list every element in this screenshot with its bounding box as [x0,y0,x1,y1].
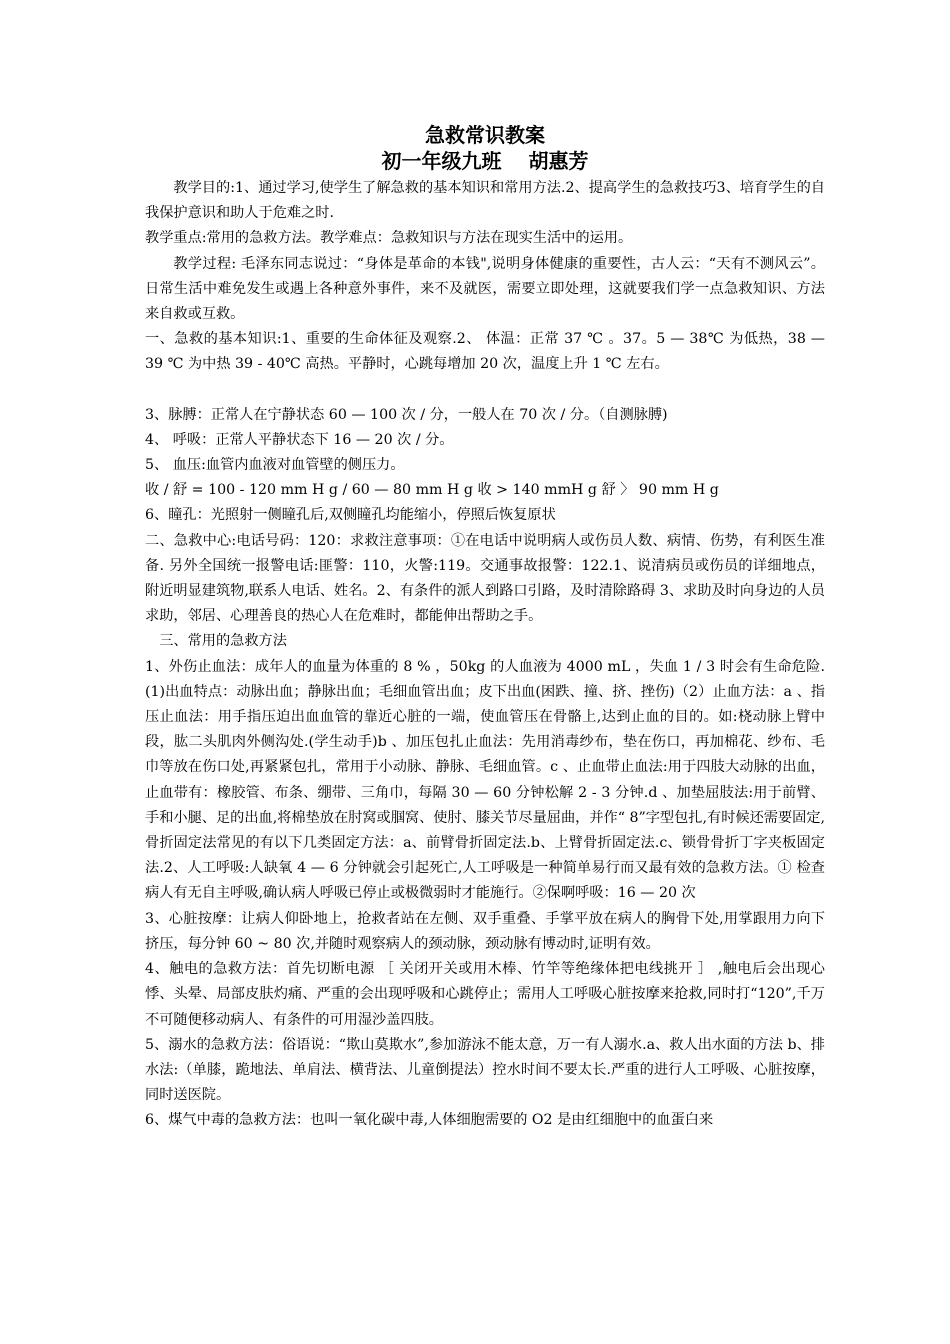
document-body [145,176,825,1134]
paragraph-process: 教学过程: 毛泽东同志说过：“身体是革命的本钱",说明身体健康的重要性，古人云：“天有不测风云”。日常生活中难免发生或遇上各种意外事件，来不及就医，需要立即处理，这就要我们学一点急救知识、方法来自救或互救。 [145,255,825,323]
paragraph-cardiac-massage: 3、心脏按摩：让病人仰卧地上，抢救者站在左侧、双手重叠、手掌平放在病人的胸骨下处,用掌跟用力向下挤压，每分钟 60 ~ 80 次,并随时观察病人的颈动脉，颈动脉有博动时,证明有效。 [145,910,825,952]
paragraph-objectives: 教学目的:1、通过学习,使学生了解急救的基本知识和常用方法.2、提高学生的急救技巧3、培育学生的自我保护意识和助人于危难之时. [145,180,825,222]
paragraph-section-1: 一、急救的基本知识:1、重要的生命体征及观察.2、 体温：正常 37 ℃ 。37。5 — 38℃ 为低热，38 — 39 ℃ 为中热 39 - 40℃ 高热。平静时，心跳每增加 20 次，温度上升 1 ℃ 左右。 [145,331,825,373]
document-subtitle: 初一年级九班 胡惠芳 [381,149,589,173]
document-page [145,122,825,1134]
paragraph-blood-pressure: 5、 血压:血管内血液对血管壁的侧压力。 [145,457,405,474]
paragraph-pulse: 3、脉膊：正常人在宁静状态 60 — 100 次 / 分，一般人在 70 次 / 分。（自测脉膊) [145,406,668,423]
paragraph-breathing: 4、 呼吸：正常人平静状态下 16 — 20 次 / 分。 [145,431,454,448]
paragraph-hemostasis: 1、外伤止血法：成年人的血量为体重的 8 % ，50kg 的人血液为 4000 mL ，失血 1 / 3 时会有生命危险.(1)出血特点：动脉出血；静脉出血；毛细血管出血；皮下出血(困跌、撞、挤、挫伤)（2）止血方法：a 、指压止血法：用手指压迫出血血管的靠近心脏的一端，使血管压在骨骼上,达到止血的目的。如:桡动脉上臂中段，肱二头肌肉外侧沟处.(学生动手)b 、加压包扎止血法：先用消毒纱布，垫在伤口，再加棉花、纱布、毛巾等放在伤口处,再紧紧包扎，常用于小动脉、静脉、毛细血管。c 、止血带止血法:用于四肢大动脉的出血，止血带有：橡胶管、布条、绷带、三角巾，每隔 30 — 60 分钟松解 2 - 3 分钟.d 、加垫屈肢法:用于前臂、手和小腿、足的出血,将棉垫放在肘窝或腘窝、使肘、膝关节尽量屈曲，并作“ 8”字型包扎,有时候还需要固定,骨折固定法常见的有以下几类固定方法：a、前臂骨折固定法.b、上臂骨折固定法.c、锁骨骨折丁字夹板固定法.2、人工呼吸:人缺氧 4 — 6 分钟就会引起死亡,人工呼吸是一种简单易行而又最有效的急救方法。① 检查病人有无自主呼吸,确认病人呼吸已停止或极微弱时才能施行。②保啊呼吸：16 — 20 次 [145,658,826,902]
paragraph-pupil: 6、瞳孔：光照射一侧瞳孔后,双侧瞳孔均能缩小，停照后恢复原状 [145,507,556,524]
paragraph-gas-poisoning: 6、煤气中毒的急救方法：也叫一氧化碳中毒,人体细胞需要的 O2 是由红细胞中的血蛋白来 [145,1112,714,1129]
paragraph-section-3-heading: 三、常用的急救方法 [159,633,287,650]
paragraph-electric-shock: 4、触电的急救方法：首先切断电源 ［ 关闭开关或用木棒、竹竿等绝缘体把电线挑开 ］ ,触电后会出现心悸、头晕、局部皮肤灼痛、严重的会出现呼吸和心跳停止；需用人工呼吸心脏按摩来抢救,同时打“120”,千万不可随便移动病人、有条件的可用湿沙盖四肢。 [145,961,825,1028]
paragraph-bp-values: 收 / 舒 = 100 - 120 mm H g / 60 — 80 mm H g 收 > 140 mmH g 舒 〉 90 mm H g [145,482,719,499]
paragraph-section-2: 二、急救中心:电话号码：120：求救注意事项：①在电话中说明病人或伤员人数、病情、伤势，有利医生准备. 另外全国统一报警电话:匪警：110，火警:119。交通事故报警：122.1、说清病员或伤员的详细地点，附近明显建筑物,联系人电话、姓名。2、有条件的派人到路口引路，及时清除路碍 3、求助及时向身边的人员求助，邻居、心理善良的热心人在危难时，都能伸出帮助之手。 [145,532,825,625]
paragraph-drowning: 5、溺水的急救方法：俗语说：“欺山莫欺水”,参加游泳不能太意，万一有人溺水.a、救人出水面的方法 b、排水法:（单膝，跪地法、单肩法、横背法、儿童倒提法）控水时间不要太长.严重的进行人工呼吸、心脏按摩，同时送医院。 [145,1036,825,1104]
document-title: 急救常识教案 [425,123,545,147]
paragraph-key-points: 教学重点:常用的急救方法。教学难点：急救知识与方法在现实生活中的运用。 [145,230,633,247]
blank-line [145,378,825,403]
